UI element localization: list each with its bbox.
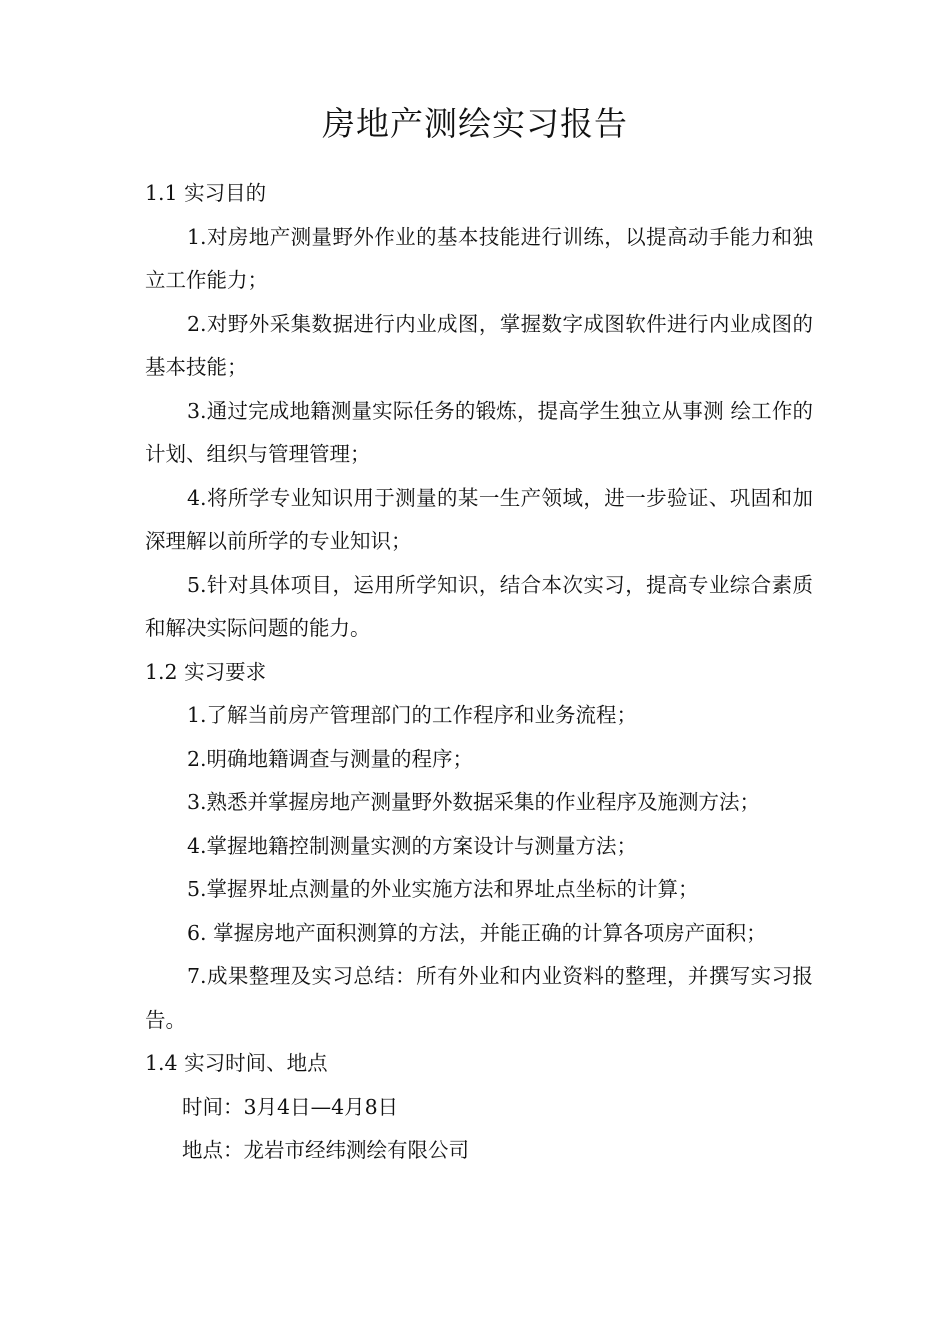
requirement-item-1: 1.了解当前房产管理部门的工作程序和业务流程； [187,703,638,727]
purpose-item-5: 5.针对具体项目，运用所学知识，结合本次实习，提高专业综合素质和解决实际问题的能力。 [145,572,813,640]
requirement-item-4: 4.掌握地籍控制测量实测的方案设计与测量方法； [187,833,638,858]
section-heading-1-4: 1.4 实习时间、地点 [145,1051,328,1075]
requirement-item-3: 3.熟悉并掌握房地产测量野外数据采集的作业程序及施测方法； [187,790,761,814]
section-heading-1-2: 1.2 实习要求 [145,659,267,684]
purpose-item-1: 1.对房地产测量野外作业的基本技能进行训练，以提高动手能力和独立工作能力； [145,224,813,292]
requirement-item-7: 7.成果整理及实习总结：所有外业和内业资料的整理，并撰写实习报告。 [145,964,813,1032]
document-body [145,172,813,1173]
internship-time: 时间：3月4日—4月8日 [182,1094,399,1119]
document-title: 房地产测绘实习报告 [322,104,628,143]
purpose-item-2: 2.对野外采集数据进行内业成图，掌握数字成图软件进行内业成图的基本技能； [145,311,813,379]
requirement-item-2: 2.明确地籍调查与测量的程序； [187,746,474,771]
requirement-item-6: 6. 掌握房地产面积测算的方法，并能正确的计算各项房产面积； [187,920,767,945]
purpose-item-4: 4.将所学专业知识用于测量的某一生产领域，进一步验证、巩固和加深理解以前所学的专业知识； [145,485,813,553]
internship-place: 地点：龙岩市经纬测绘有限公司 [182,1138,469,1162]
section-heading-1-1: 1.1 实习目的 [145,181,267,205]
requirement-item-5: 5.掌握界址点测量的外业实施方法和界址点坐标的计算； [187,877,699,901]
purpose-item-3: 3.通过完成地籍测量实际任务的锻炼，提高学生独立从事测 绘工作的计划、组织与管理管理； [145,398,813,466]
